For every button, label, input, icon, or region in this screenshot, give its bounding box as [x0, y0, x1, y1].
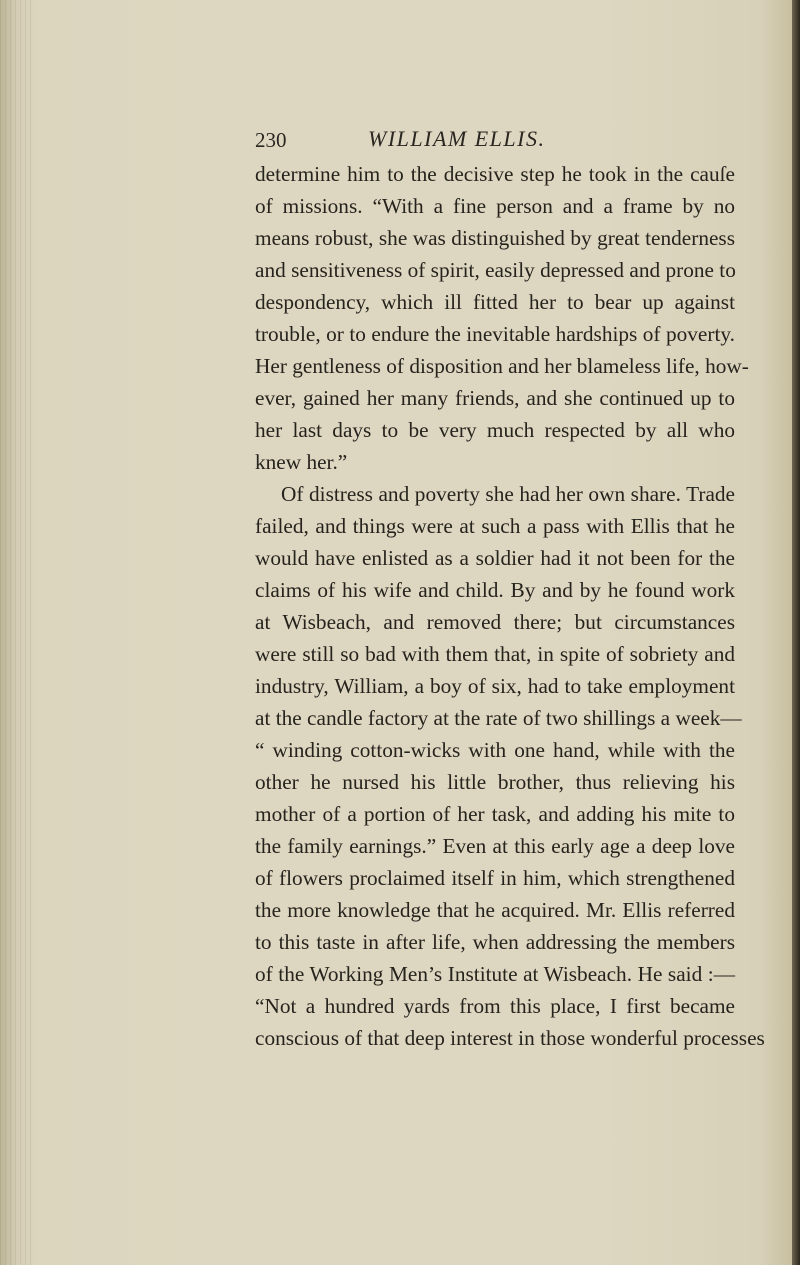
text-line: failed, and things were at such a pass with Ellis that he [255, 514, 735, 538]
text-line: industry, William, a boy of six, had to take employment [255, 674, 735, 698]
text-line: the more knowledge that he acquired. Mr. Ellis referred [255, 898, 735, 922]
text-line: “ winding cotton-wicks with one hand, while with the [255, 738, 735, 762]
text-line: would have enlisted as a soldier had it not been for the [255, 546, 735, 570]
text-line: her last days to be very much respected by all who [255, 418, 735, 442]
page-binding-edge [0, 0, 34, 1265]
text-line: claims of his wife and child. By and by he found work [255, 578, 735, 602]
running-head: WILLIAM ELLIS. [368, 126, 546, 151]
text-line: Her gentleness of disposition and her blameless life, how- [255, 354, 749, 378]
text-line: trouble, or to endure the inevitable hardships of poverty. [255, 322, 735, 346]
text-line: “Not a hundred yards from this place, I first became [255, 994, 735, 1018]
text-line: to this taste in after life, when addressing the members [255, 930, 735, 954]
text-line: mother of a portion of her task, and adding his mite to [255, 802, 735, 826]
text-line: conscious of that deep interest in those wonderful processes [255, 1026, 765, 1050]
page-shadow-edge [792, 0, 800, 1265]
text-line: of the Working Men’s Institute at Wisbeach. He said :— [255, 962, 735, 986]
text-line: ever, gained her many friends, and she continued up to [255, 386, 735, 410]
text-line: the family earnings.” Even at this early age a deep love [255, 834, 735, 858]
text-line: means robust, she was distinguished by great tenderness [255, 226, 735, 250]
text-line: determine him to the decisive step he took in the cauſe [255, 162, 735, 186]
text-line: at the candle factory at the rate of two shillings a week— [255, 706, 742, 730]
text-line: Of distress and poverty she had her own share. Trade [281, 482, 735, 506]
text-line: knew her.” [255, 450, 348, 474]
text-line: and sensitiveness of spirit, easily depressed and prone to [255, 258, 736, 282]
body-text [255, 158, 765, 1054]
text-line: at Wisbeach, and removed there; but circumstances [255, 610, 735, 634]
text-line: despondency, which ill fitted her to bear up against [255, 290, 735, 314]
text-line: were still so bad with them that, in spite of sobriety and [255, 642, 735, 666]
text-line: other he nursed his little brother, thus relieving his [255, 770, 735, 794]
page-header [255, 124, 735, 154]
text-line: of missions. “With a fine person and a frame by no [255, 194, 735, 218]
page-number: 230 [255, 128, 287, 152]
text-line: of flowers proclaimed itself in him, which strengthened [255, 866, 735, 890]
